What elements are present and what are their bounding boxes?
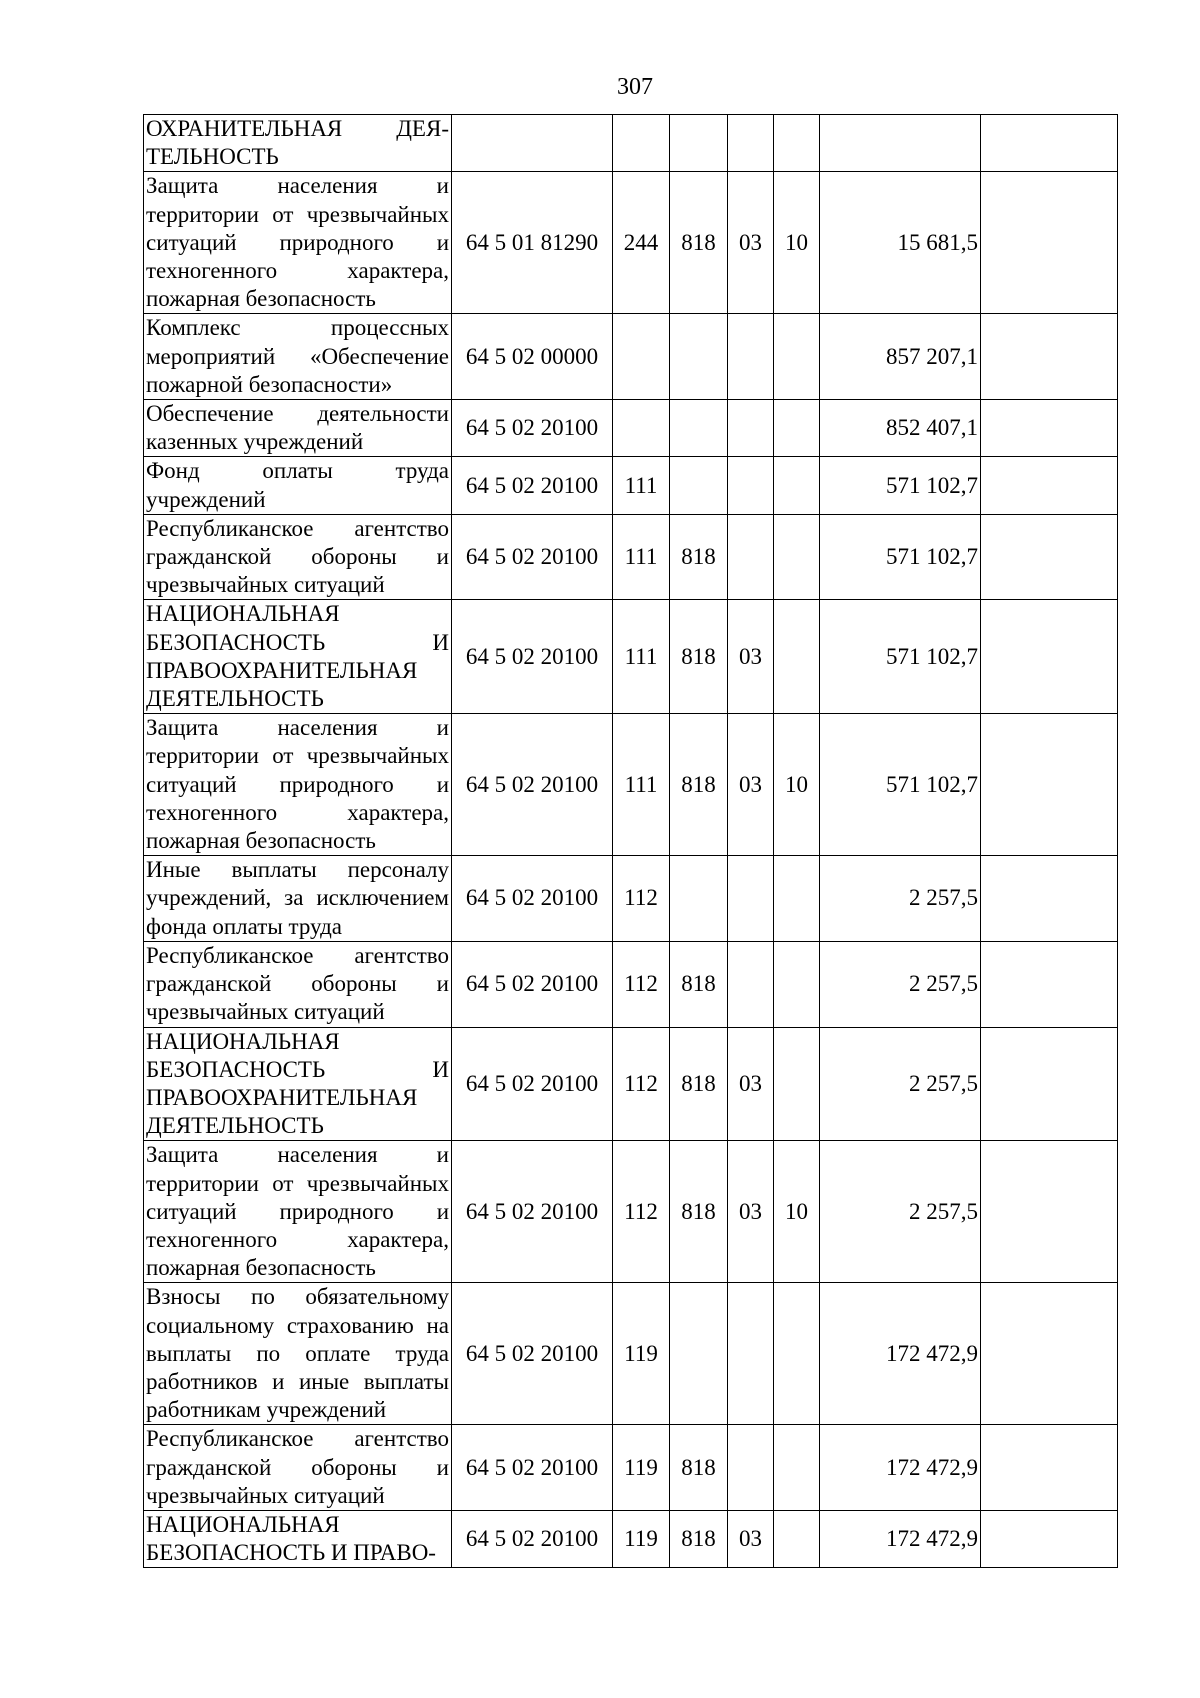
subsection-code [774,457,820,514]
section-code: 03 [728,1141,774,1283]
section-code [728,457,774,514]
target-article-code: 64 5 02 20100 [452,856,613,942]
agency-code [670,856,728,942]
expense-type-code: 111 [613,600,670,714]
table-row [144,1510,1118,1567]
empty-cell [981,1283,1118,1425]
agency-code [670,314,728,400]
row-name: ОХРАНИТЕЛЬНАЯ ДЕЯ-ТЕЛЬНОСТЬ [144,115,452,172]
row-name: Республиканское агентство гражданской обороны и чрезвычайных ситуаций [144,514,452,600]
expense-type-code [613,400,670,457]
expense-type-code: 111 [613,514,670,600]
target-article-code: 64 5 02 20100 [452,1141,613,1283]
target-article-code: 64 5 02 20100 [452,1510,613,1567]
row-name: Защита населения и территории от чрезвычайных ситуаций природного и техногенного характера, пожарная безопасность [144,1141,452,1283]
section-code: 03 [728,1510,774,1567]
table-row [144,115,1118,172]
amount: 172 472,9 [820,1510,981,1567]
expense-type-code: 111 [613,457,670,514]
target-article-code: 64 5 02 00000 [452,314,613,400]
table-row [144,172,1118,314]
empty-cell [981,1510,1118,1567]
target-article-code: 64 5 02 20100 [452,1283,613,1425]
agency-code: 818 [670,714,728,856]
row-name: Фонд оплаты труда учреждений [144,457,452,514]
empty-cell [981,600,1118,714]
table-row [144,600,1118,714]
target-article-code: 64 5 02 20100 [452,400,613,457]
subsection-code [774,314,820,400]
subsection-code [774,1283,820,1425]
amount: 172 472,9 [820,1283,981,1425]
row-name: Взносы по обязательному социальному страхованию на выплаты по оплате труда работников и иные выплаты работникам учреждений [144,1283,452,1425]
agency-code: 818 [670,600,728,714]
subsection-code [774,856,820,942]
agency-code: 818 [670,172,728,314]
subsection-code: 10 [774,1141,820,1283]
agency-code [670,400,728,457]
section-code: 03 [728,1027,774,1141]
subsection-code [774,1027,820,1141]
row-name: НАЦИОНАЛЬНАЯ БЕЗОПАСНОСТЬ И ПРАВООХРАНИТЕЛЬНАЯ ДЕЯТЕЛЬНОСТЬ [144,1027,452,1141]
row-name: Обеспечение деятельности казенных учреждений [144,400,452,457]
section-code [728,1425,774,1511]
subsection-code [774,514,820,600]
agency-code: 818 [670,1425,728,1511]
row-name: Республиканское агентство гражданской обороны и чрезвычайных ситуаций [144,941,452,1027]
subsection-code: 10 [774,714,820,856]
amount: 2 257,5 [820,856,981,942]
target-article-code: 64 5 02 20100 [452,1027,613,1141]
row-name: НАЦИОНАЛЬНАЯ БЕЗОПАСНОСТЬ И ПРАВООХРАНИТЕЛЬНАЯ ДЕЯТЕЛЬНОСТЬ [144,600,452,714]
target-article-code: 64 5 02 20100 [452,514,613,600]
agency-code: 818 [670,1141,728,1283]
table-row [144,714,1118,856]
subsection-code [774,941,820,1027]
empty-cell [981,172,1118,314]
section-code [728,1283,774,1425]
expense-type-code: 112 [613,856,670,942]
section-code: 03 [728,714,774,856]
amount: 857 207,1 [820,314,981,400]
expense-type-code: 119 [613,1510,670,1567]
table-row [144,856,1118,942]
section-code [728,314,774,400]
expense-type-code: 119 [613,1283,670,1425]
subsection-code [774,1510,820,1567]
table-row [144,314,1118,400]
empty-cell [981,115,1118,172]
agency-code: 818 [670,1510,728,1567]
expense-type-code: 244 [613,172,670,314]
empty-cell [981,714,1118,856]
expense-type-code: 112 [613,941,670,1027]
amount: 172 472,9 [820,1425,981,1511]
row-name: Комплекс процессных мероприятий «Обеспечение пожарной безопасности» [144,314,452,400]
subsection-code [774,400,820,457]
target-article-code: 64 5 02 20100 [452,457,613,514]
agency-code [670,1283,728,1425]
amount: 2 257,5 [820,1141,981,1283]
row-name: Защита населения и территории от чрезвычайных ситуаций природного и техногенного характера, пожарная безопасность [144,714,452,856]
expense-type-code [613,115,670,172]
empty-cell [981,1027,1118,1141]
target-article-code: 64 5 02 20100 [452,714,613,856]
subsection-code [774,115,820,172]
table-row [144,1283,1118,1425]
budget-table [143,114,1118,1568]
amount: 571 102,7 [820,457,981,514]
subsection-code [774,1425,820,1511]
subsection-code [774,600,820,714]
empty-cell [981,457,1118,514]
row-name: Иные выплаты персоналу учреждений, за исключением фонда оплаты труда [144,856,452,942]
empty-cell [981,1425,1118,1511]
empty-cell [981,1141,1118,1283]
section-code [728,514,774,600]
amount: 571 102,7 [820,514,981,600]
amount: 571 102,7 [820,714,981,856]
table-row [144,941,1118,1027]
empty-cell [981,400,1118,457]
section-code: 03 [728,600,774,714]
expense-type-code: 112 [613,1027,670,1141]
amount: 15 681,5 [820,172,981,314]
target-article-code: 64 5 02 20100 [452,1425,613,1511]
subsection-code: 10 [774,172,820,314]
page-number: 307 [617,74,653,100]
empty-cell [981,941,1118,1027]
row-name: Республиканское агентство гражданской обороны и чрезвычайных ситуаций [144,1425,452,1511]
agency-code: 818 [670,514,728,600]
amount: 571 102,7 [820,600,981,714]
target-article-code [452,115,613,172]
expense-type-code: 119 [613,1425,670,1511]
expense-type-code [613,314,670,400]
row-name: Защита населения и территории от чрезвычайных ситуаций природного и техногенного характера, пожарная безопасность [144,172,452,314]
agency-code: 818 [670,941,728,1027]
table-row [144,1425,1118,1511]
amount: 852 407,1 [820,400,981,457]
empty-cell [981,514,1118,600]
agency-code: 818 [670,1027,728,1141]
agency-code [670,115,728,172]
section-code [728,400,774,457]
empty-cell [981,314,1118,400]
expense-type-code: 111 [613,714,670,856]
target-article-code: 64 5 01 81290 [452,172,613,314]
table-row [144,400,1118,457]
agency-code [670,457,728,514]
table-row [144,1141,1118,1283]
section-code [728,856,774,942]
table-row [144,514,1118,600]
table-row [144,457,1118,514]
row-name: НАЦИОНАЛЬНАЯ БЕЗОПАСНОСТЬ И ПРАВО- [144,1510,452,1567]
section-code [728,115,774,172]
target-article-code: 64 5 02 20100 [452,600,613,714]
amount: 2 257,5 [820,1027,981,1141]
section-code: 03 [728,172,774,314]
amount [820,115,981,172]
expense-type-code: 112 [613,1141,670,1283]
section-code [728,941,774,1027]
target-article-code: 64 5 02 20100 [452,941,613,1027]
empty-cell [981,856,1118,942]
amount: 2 257,5 [820,941,981,1027]
table-row [144,1027,1118,1141]
